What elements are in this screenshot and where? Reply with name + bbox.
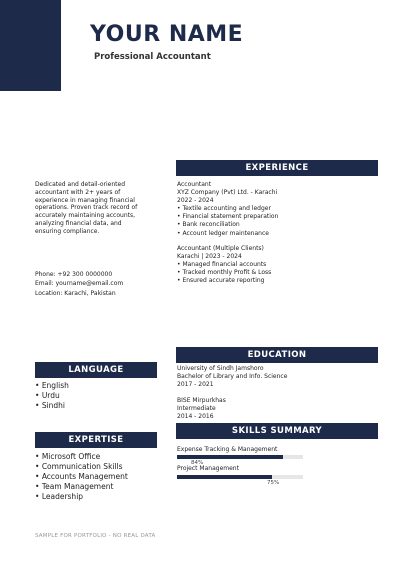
contact-block — [35, 270, 123, 298]
expertise-item: • Accounts Management — [35, 471, 128, 481]
edu-dates: 2014 - 2016 — [177, 412, 214, 420]
education-entry-2 — [177, 397, 226, 421]
language-heading: LANGUAGE — [35, 362, 157, 378]
resume-name: YOUR NAME — [90, 22, 244, 47]
edu-dates: 2017 - 2021 — [177, 380, 214, 388]
edu-degree: Intermediate — [177, 404, 216, 412]
skill-name: Project Management — [177, 465, 239, 472]
contact-email: Email: yourname@email.com — [35, 280, 124, 288]
job-duty: • Managed financial accounts — [177, 261, 267, 269]
job-title: Accountant (Multiple Clients) — [177, 245, 264, 252]
expertise-item: • Communication Skills — [35, 461, 123, 471]
summary-line: experience in managing financial — [35, 196, 135, 204]
contact-location: Location: Karachi, Pakistan — [35, 289, 116, 297]
summary-line: accountant with 2+ years of — [35, 188, 121, 196]
job-duty: • Textile accounting and ledger — [177, 205, 271, 213]
summary-line: operations. Proven track record of — [35, 204, 138, 212]
job-company: Karachi | 2023 - 2024 — [177, 253, 242, 261]
expertise-heading: EXPERTISE — [35, 432, 157, 448]
job-duty: • Tracked monthly Profit & Loss — [177, 269, 272, 277]
job-duty: • Ensured accurate reporting — [177, 277, 265, 285]
skill-percent: 75% — [267, 480, 280, 486]
job-title: Accountant — [177, 181, 212, 188]
experience-job-1 — [177, 181, 278, 238]
resume-title: Professional Accountant — [94, 52, 211, 62]
expertise-list — [35, 452, 128, 502]
job-duty: • Bank reconciliation — [177, 221, 240, 229]
job-dates: 2022 - 2024 — [177, 197, 214, 205]
summary-line: analyzing financial data, and — [35, 219, 122, 227]
language-item: • English — [35, 381, 69, 390]
job-duty: • Account ledger maintenance — [177, 229, 269, 237]
skill-percent: 84% — [191, 460, 204, 466]
footer-note: SAMPLE FOR PORTFOLIO - NO REAL DATA — [35, 533, 156, 539]
summary-line: Dedicated and detail-oriented — [35, 181, 126, 188]
summary-line: ensuring compliance. — [35, 227, 100, 235]
skill-bar-fill — [177, 455, 283, 459]
contact-phone: Phone: +92 300 0000000 — [35, 271, 113, 278]
language-item: • Sindhi — [35, 400, 66, 410]
edu-school: BISE Mirpurkhas — [177, 397, 226, 404]
edu-degree: Bachelor of Library and Info. Science — [177, 372, 288, 380]
experience-job-2 — [177, 245, 271, 285]
job-duty: • Financial statement preparation — [177, 213, 279, 221]
summary-line: accurately maintaining accounts, — [35, 212, 136, 220]
edu-school: University of Sindh Jamshoro — [177, 365, 264, 372]
skill-bar — [177, 455, 303, 459]
expertise-item: • Leadership — [35, 491, 84, 501]
experience-heading: EXPERIENCE — [176, 160, 378, 176]
language-list — [35, 381, 69, 411]
education-heading: EDUCATION — [176, 347, 378, 363]
expertise-item: • Team Management — [35, 481, 114, 491]
skill-name: Expense Tracking & Management — [177, 446, 278, 453]
summary — [35, 181, 137, 236]
language-item: • Urdu — [35, 390, 60, 400]
skill-bar — [177, 475, 303, 479]
expertise-item: • Microsoft Office — [35, 452, 101, 461]
header-accent-block — [0, 0, 61, 91]
skill-bar-fill — [177, 475, 272, 479]
education-entry-1 — [177, 365, 287, 389]
job-company: XYZ Company (Pvt) Ltd. - Karachi — [177, 189, 278, 197]
skills-heading: SKILLS SUMMARY — [176, 423, 378, 439]
